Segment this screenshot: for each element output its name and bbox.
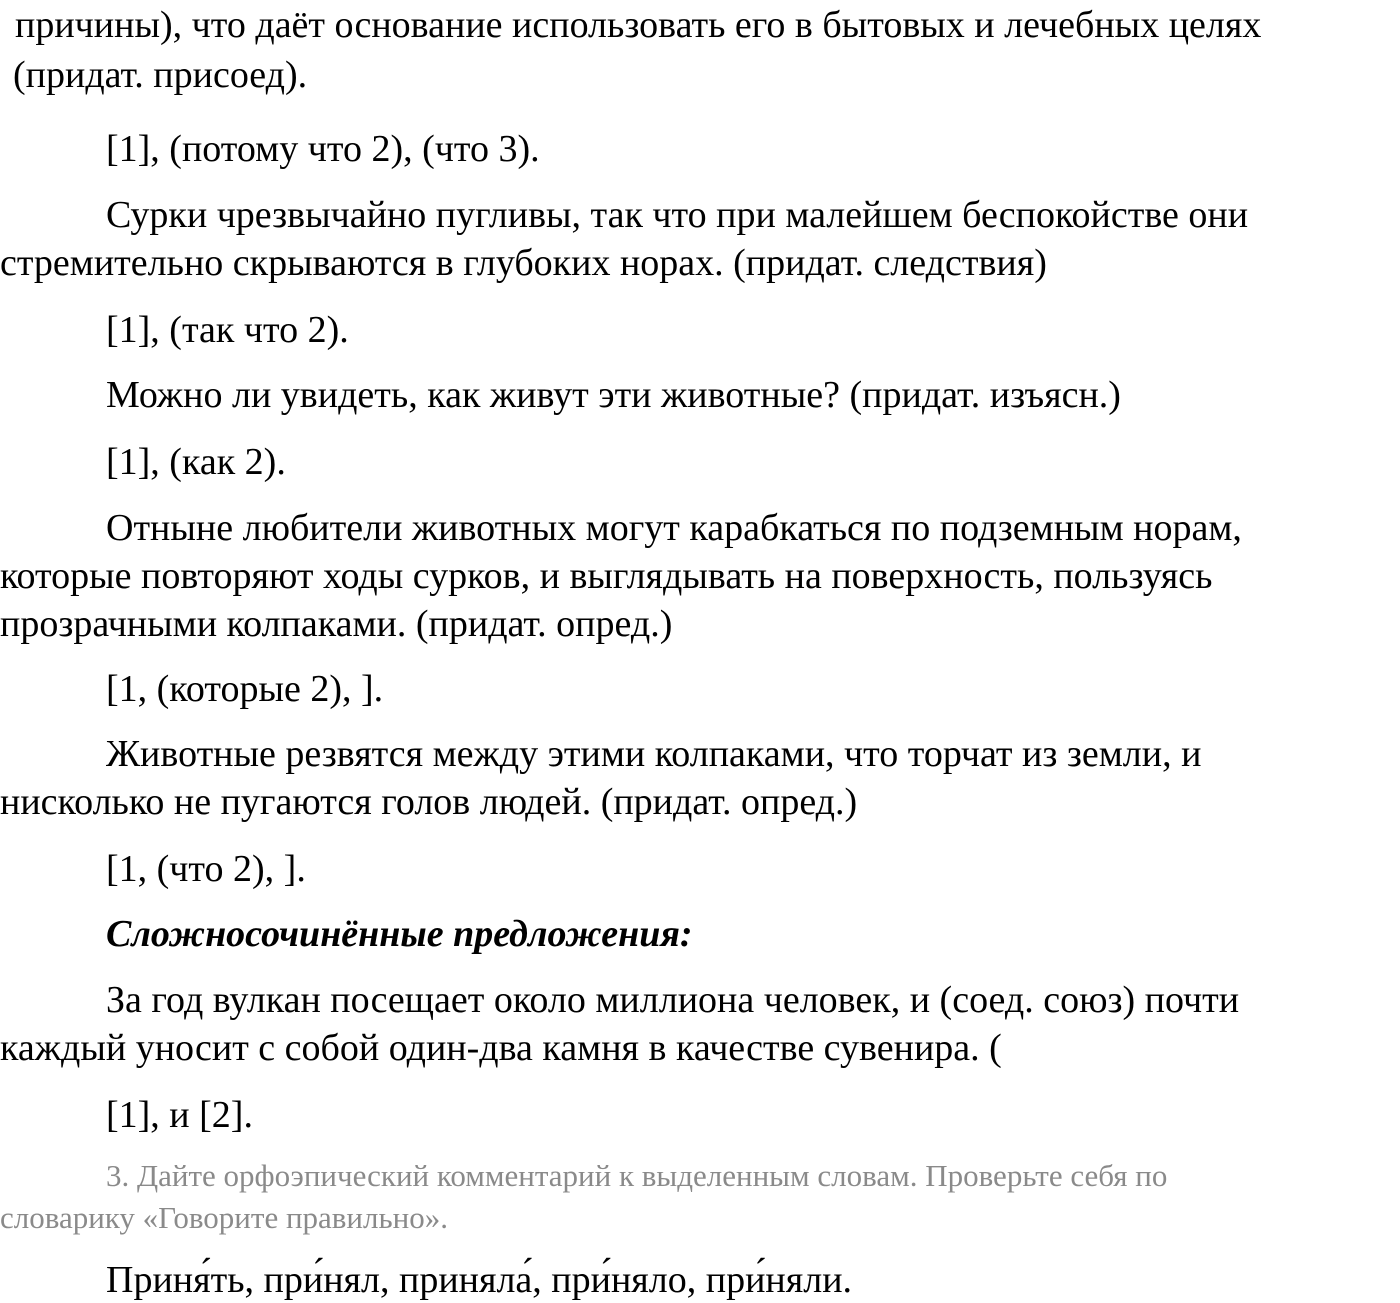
section-heading: Сложносочинённые предложения: [106,913,693,955]
text-line: (придат. присоед). [13,54,308,96]
text-line: Сурки чрезвычайно пугливы, так что при малейшем беспокойстве они [106,194,1249,236]
task-text: 3. Дайте орфоэпический комментарий к выделенным словам. Проверьте себя по [106,1158,1168,1193]
scheme-line: [1], (как 2). [106,441,286,483]
scheme-line: [1], (так что 2). [106,309,349,351]
scheme-line: [1], и [2]. [106,1094,253,1136]
text-line: Отныне любители животных могут карабкаться по подземным норам, [106,507,1242,549]
text-line: За год вулкан посещает около миллиона человек, и (соед. союз) почти [106,979,1240,1021]
text-line: которые повторяют ходы сурков, и выглядывать на поверхность, пользуясь [0,555,1213,597]
text-line: прозрачными колпаками. (придат. опред.) [0,603,673,645]
answer-line: Приня́ть, при́нял, приняла́, при́няло, при́няли. [106,1259,853,1301]
text-line: Животные резвятся между этими колпаками, что торчат из земли, и [106,733,1202,775]
text-line: каждый уносит с собой один-два камня в качестве сувенира. ( [0,1027,1002,1069]
scheme-line: [1, (что 2), ]. [106,848,306,890]
scheme-line: [1], (потому что 2), (что 3). [106,128,540,170]
task-text: словарику «Говорите правильно». [0,1200,448,1235]
text-line: нисколько не пугаются голов людей. (придат. опред.) [0,781,858,823]
text-line: стремительно скрываются в глубоких норах. (придат. следствия) [0,242,1047,284]
text-line: Можно ли увидеть, как живут эти животные? (придат. изъясн.) [106,374,1121,416]
scheme-line: [1, (которые 2), ]. [106,668,384,710]
text-line: причины), что даёт основание использовать его в бытовых и лечебных целях [15,4,1262,46]
